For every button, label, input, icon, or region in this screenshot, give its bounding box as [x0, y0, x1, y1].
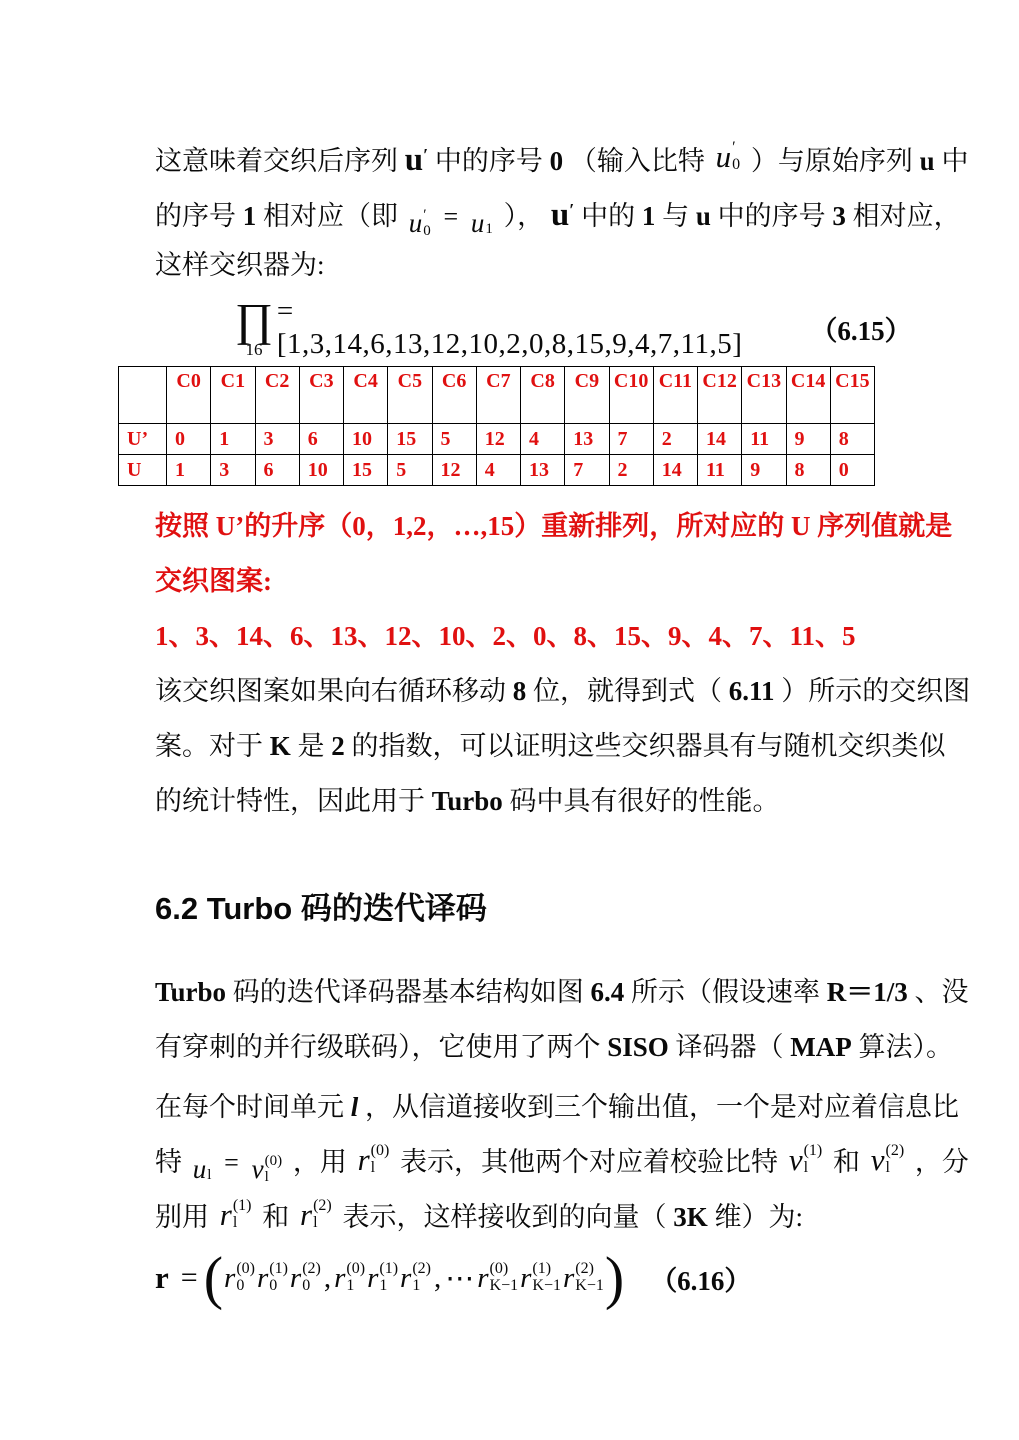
table-row-u	[119, 455, 875, 486]
table-header-cell: C10	[609, 367, 653, 424]
text-run: 、没	[914, 977, 969, 1007]
text-run: 位，就得到式（	[533, 676, 722, 706]
table-header-cell: C9	[565, 367, 609, 424]
table-header-cell: C11	[653, 367, 697, 424]
text-run: 的统计特性，因此用于	[155, 786, 432, 816]
comma: ,	[433, 1261, 442, 1294]
table-cell: 10	[344, 424, 388, 455]
text-line	[155, 664, 971, 719]
text-run: 的序号	[155, 201, 243, 231]
table-cell: 4	[476, 455, 520, 486]
text-run: 中的序号	[434, 146, 550, 176]
text-run: u	[695, 201, 711, 231]
text-line	[155, 774, 875, 829]
text-run: 码中具有很好的性能。	[509, 786, 780, 816]
table-cell: 12	[476, 424, 520, 455]
math-term: r (2) 0	[289, 1260, 321, 1294]
paragraph-received-values	[155, 1080, 969, 1245]
row-label-cell: U’	[119, 424, 167, 455]
math-r0-l: r (0) l	[357, 1141, 390, 1177]
product-symbol	[235, 293, 273, 360]
text-run: 与	[662, 201, 696, 231]
table-cell: 14	[653, 455, 697, 486]
table-cell: 13	[521, 455, 565, 486]
text-run: 6.11	[728, 676, 775, 706]
text-run: 2	[331, 731, 345, 761]
table-header-cell: C15	[830, 367, 874, 424]
table-cell: 1	[211, 424, 255, 455]
table-cell: 5	[388, 455, 432, 486]
table-header-cell: C5	[388, 367, 432, 424]
math-u1: u 1	[470, 208, 493, 238]
text-run: MAP	[790, 1032, 852, 1062]
interleave-sequence: 1、3、14、6、13、12、10、2、0、8、15、9、4、7、11、5	[155, 621, 856, 651]
table-cell: 7	[565, 455, 609, 486]
math-r1-l: r (1) l	[219, 1196, 252, 1232]
table-cell: 11	[742, 424, 786, 455]
text-run: 1	[242, 201, 257, 231]
text-run: K	[269, 731, 291, 761]
text-run: 中的序号	[717, 201, 833, 231]
text-line	[155, 1020, 954, 1075]
table-cell: 15	[388, 424, 432, 455]
text-run: Turbo	[155, 977, 227, 1007]
red-annotation	[155, 499, 953, 664]
vector-r-symbol: r	[155, 1260, 169, 1295]
right-paren: )	[604, 1244, 625, 1311]
math-term: r (0) 1	[334, 1260, 366, 1294]
math-u0-prime: u ′ 0	[715, 138, 741, 174]
text-line	[155, 128, 969, 183]
text-run: 案。对于	[155, 731, 270, 761]
table-cell: 3	[255, 424, 299, 455]
math-term: r (0) 0	[224, 1260, 255, 1294]
text-line	[155, 1080, 960, 1135]
math-term: r (1) K−1	[520, 1260, 561, 1294]
math-u0-prime: u ′ 0	[408, 206, 431, 239]
table-cell: 8	[786, 455, 830, 486]
left-paren: (	[203, 1244, 224, 1311]
text-run: 是	[297, 731, 332, 761]
text-run: 这意味着交织后序列	[155, 146, 398, 176]
text-run: 表示，其他两个对应着校验比特	[400, 1147, 779, 1177]
pi-product-icon: ∏	[235, 293, 273, 345]
math-term: r (0) K−1	[477, 1260, 519, 1294]
table-cell: 12	[432, 455, 476, 486]
text-run: ）与原始序列	[750, 146, 920, 176]
table-header-cell: C1	[211, 367, 255, 424]
text-line	[155, 1135, 969, 1190]
math-u-l: u l	[192, 1154, 212, 1184]
math-term: r (2) 1	[400, 1260, 431, 1294]
table-cell: 4	[521, 424, 565, 455]
table-cell: 2	[653, 424, 697, 455]
math-u-prime: u′	[550, 197, 575, 233]
math-v1-l: v (1) l	[788, 1141, 823, 1177]
math-term: r (1) 0	[256, 1260, 288, 1294]
text-run: 中的	[581, 201, 642, 231]
text-run: Turbo	[431, 786, 503, 816]
text-run: 该交织图案如果向右循环移动	[155, 676, 513, 706]
text-run: 码的迭代译码器基本结构如图	[232, 977, 591, 1007]
comma: ,	[323, 1261, 332, 1294]
table-header-cell: C6	[432, 367, 476, 424]
paragraph-intro	[155, 128, 969, 293]
text-run: 0	[549, 146, 564, 176]
paragraph-decoder-structure	[155, 965, 969, 1075]
table-cell: 6	[255, 455, 299, 486]
text-line	[155, 183, 961, 239]
text-run: 和	[832, 1147, 860, 1177]
text-run: ，从信道接收到三个输出值，一个是对应着信息比	[365, 1092, 960, 1122]
table-row-u-prime	[119, 424, 875, 455]
table-header-cell: C8	[521, 367, 565, 424]
text-run: 在每个时间单元	[155, 1092, 351, 1122]
red-text-line: 按照 U’的升序（0，1,2，…,15）重新排列，所对应的 U 序列值就是	[155, 511, 953, 541]
table-cell: 14	[698, 424, 742, 455]
text-run: 和	[262, 1202, 290, 1232]
equals-sign: =	[443, 202, 459, 231]
text-run: 别用	[155, 1202, 209, 1232]
equation-number: （6.16）	[650, 1265, 752, 1296]
text-run: 这样交织器为:	[155, 250, 325, 280]
math-u-prime: u′	[404, 142, 429, 178]
equals-sign: =	[224, 1148, 239, 1177]
math-r2-l: r (2) l	[299, 1196, 332, 1232]
math-v2-l: v (2) l	[870, 1141, 905, 1177]
text-run: 6.4	[590, 977, 625, 1007]
text-run: u	[919, 146, 935, 176]
table-cell: 0	[167, 424, 211, 455]
text-run: ，用	[292, 1147, 347, 1177]
equation-6-16	[155, 1244, 875, 1311]
paragraph-shift	[155, 664, 971, 829]
text-run: 算法）。	[858, 1032, 954, 1062]
table-corner-cell	[119, 367, 167, 424]
table-header-cell: C3	[299, 367, 343, 424]
table-cell: 3	[211, 455, 255, 486]
table-header-row	[119, 367, 875, 424]
math-l: l	[350, 1092, 359, 1122]
table-cell: 11	[698, 455, 742, 486]
text-run: R＝1/3	[826, 977, 908, 1007]
text-line	[155, 719, 946, 774]
text-run: 表示，这样接收到的向量（	[342, 1202, 667, 1232]
table-cell: 6	[299, 424, 343, 455]
table-cell: 10	[299, 455, 343, 486]
text-run: 相对应（即	[263, 201, 398, 231]
text-run: 译码器（	[675, 1032, 784, 1062]
table-header-cell: C7	[476, 367, 520, 424]
text-run: 的指数，可以证明这些交织器具有与随机交织类似	[351, 731, 946, 761]
text-run: 1	[641, 201, 656, 231]
text-run: 所示（假设速率	[631, 977, 827, 1007]
product-subscript: 16	[245, 340, 263, 360]
text-line	[155, 965, 969, 1020]
equation-body: = [1,3,14,6,13,12,10,2,0,8,15,9,4,7,11,5]	[276, 295, 743, 360]
math-term: r (1) 1	[367, 1260, 399, 1294]
text-run: （输入比特	[569, 146, 705, 176]
red-text-line: 交织图案:	[155, 566, 272, 596]
table-cell: 9	[786, 424, 830, 455]
text-run: 相对应，	[852, 201, 961, 231]
equals-sign: =	[180, 1261, 198, 1294]
text-run: 维）为:	[714, 1202, 803, 1232]
table-header-cell: C2	[255, 367, 299, 424]
text-run: 有穿刺的并行级联码），它使用了两个	[155, 1032, 608, 1062]
math-term: r (2) K−1	[562, 1260, 604, 1294]
equation-number: （6.15）	[810, 315, 912, 346]
text-run: 3	[832, 201, 846, 231]
math-v0-l: v (0) l	[251, 1152, 283, 1185]
interleaver-table	[118, 366, 875, 486]
table-cell: 1	[167, 455, 211, 486]
text-line	[155, 238, 875, 293]
text-run: SISO	[607, 1032, 669, 1062]
text-run: 特	[155, 1147, 182, 1177]
text-run: 8	[512, 676, 527, 706]
table-cell: 7	[609, 424, 653, 455]
text-line	[155, 1190, 875, 1245]
table-cell: 13	[565, 424, 609, 455]
table-cell: 2	[609, 455, 653, 486]
row-label-cell: U	[119, 455, 167, 486]
equation-6-15	[235, 293, 912, 363]
table-cell: 8	[830, 424, 874, 455]
table-cell: 9	[742, 455, 786, 486]
table-header-cell: C12	[698, 367, 742, 424]
table-header-cell: C0	[167, 367, 211, 424]
table-header-cell: C13	[742, 367, 786, 424]
text-run: 中	[941, 146, 969, 176]
table-header-cell: C4	[344, 367, 388, 424]
text-run: ），	[503, 201, 545, 231]
text-run: ，分	[914, 1147, 969, 1177]
cdots: ⋯	[445, 1262, 475, 1295]
table-header-cell: C14	[786, 367, 830, 424]
text-run: 3K	[673, 1202, 708, 1232]
section-heading: 6.2 Turbo 码的迭代译码	[155, 891, 487, 926]
text-run: ）所示的交织图	[781, 676, 971, 706]
table-cell: 0	[830, 455, 874, 486]
table-cell: 15	[344, 455, 388, 486]
table-cell: 5	[432, 424, 476, 455]
